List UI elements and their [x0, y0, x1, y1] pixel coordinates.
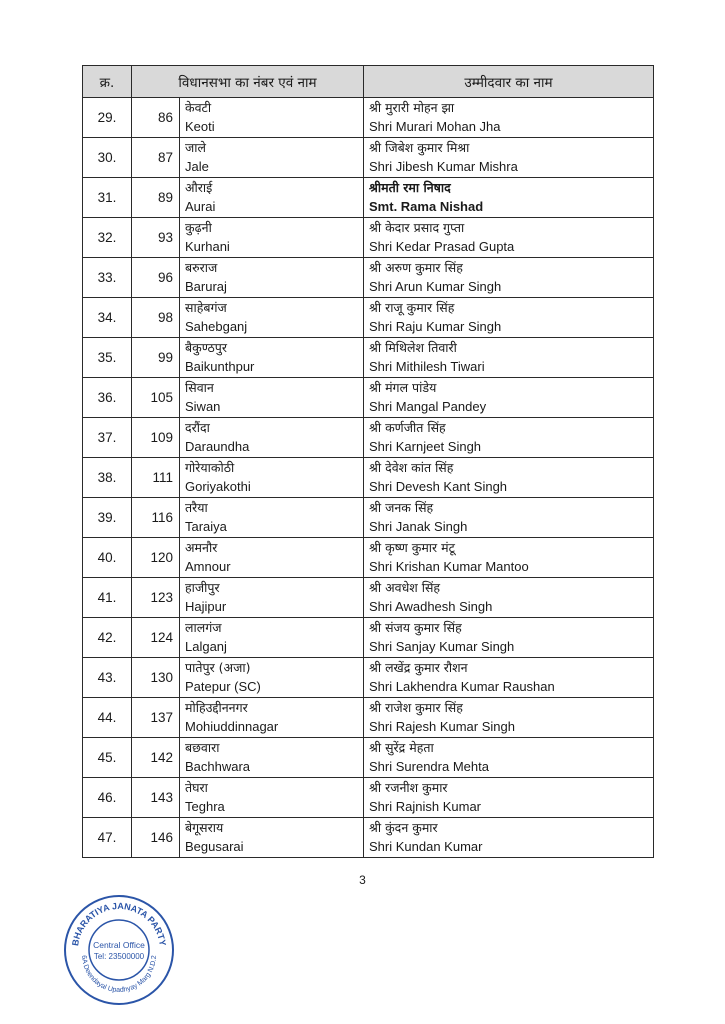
constituency-name-hindi: बरुराज [185, 260, 218, 275]
candidate-name-hindi: श्री रजनीश कुमार [369, 780, 448, 795]
constituency-name [180, 298, 364, 338]
seal-tel: Tel: 23500000 [93, 952, 145, 961]
candidate-name-english: Shri Janak Singh [369, 519, 468, 534]
candidate-name-english: Shri Raju Kumar Singh [369, 319, 502, 334]
candidate-name-english: Smt. Rama Nishad [369, 199, 484, 214]
seal-office: Central Office [93, 940, 145, 950]
constituency-number: 109 [132, 418, 180, 458]
constituency-name-english: Keoti [185, 119, 215, 134]
constituency-name [180, 458, 364, 498]
constituency-number: 105 [132, 378, 180, 418]
constituency-number: 93 [132, 218, 180, 258]
constituency-name [180, 418, 364, 458]
constituency-name-hindi: औराई [185, 180, 213, 195]
constituency-number: 142 [132, 738, 180, 778]
constituency-number: 146 [132, 818, 180, 858]
candidate-name-english: Shri Rajnish Kumar [369, 799, 482, 814]
constituency-number: 143 [132, 778, 180, 818]
constituency-name-english: Aurai [185, 199, 216, 214]
constituency-name [180, 538, 364, 578]
table-header-row [83, 66, 654, 98]
candidate-name-english: Shri Krishan Kumar Mantoo [369, 559, 529, 574]
candidate-name-hindi: श्री अरुण कुमार सिंह [369, 260, 463, 275]
serial-number: 29. [83, 98, 132, 138]
candidate-name [364, 818, 654, 858]
candidate-name [364, 378, 654, 418]
table-row [83, 338, 654, 378]
serial-number: 44. [83, 698, 132, 738]
constituency-name-english: Teghra [185, 799, 225, 814]
constituency-number: 98 [132, 298, 180, 338]
serial-number: 45. [83, 738, 132, 778]
table-row [83, 498, 654, 538]
candidate-name [364, 658, 654, 698]
candidate-name-hindi: श्री अवधेश सिंह [369, 580, 441, 595]
constituency-name [180, 218, 364, 258]
candidate-name [364, 178, 654, 218]
table-row [83, 98, 654, 138]
header-constituency: विधानसभा का नंबर एवं नाम [132, 66, 364, 98]
constituency-name-hindi: साहेबगंज [185, 300, 227, 315]
table-row [83, 458, 654, 498]
table-row [83, 218, 654, 258]
constituency-name-english: Baruraj [185, 279, 227, 294]
constituency-name-english: Baikunthpur [185, 359, 255, 374]
candidate-name [364, 538, 654, 578]
candidate-name-english: Shri Karnjeet Singh [369, 439, 482, 454]
candidate-name [364, 418, 654, 458]
seal-address: 6A Deendayal Upadhyay Marg N.D.2 [79, 955, 159, 995]
constituency-name-english: Sahebganj [185, 319, 248, 334]
candidate-name-hindi: श्री कृष्ण कुमार मंटू [369, 540, 455, 555]
constituency-number: 86 [132, 98, 180, 138]
constituency-name [180, 138, 364, 178]
serial-number: 35. [83, 338, 132, 378]
serial-number: 38. [83, 458, 132, 498]
candidate-name-hindi: श्री राजू कुमार सिंह [369, 300, 455, 315]
constituency-number: 87 [132, 138, 180, 178]
table-row [83, 658, 654, 698]
serial-number: 46. [83, 778, 132, 818]
constituency-name-english: Jale [185, 159, 209, 174]
seal-inner-ring [89, 920, 149, 980]
page-number: 3 [359, 873, 366, 887]
serial-number: 47. [83, 818, 132, 858]
serial-number: 41. [83, 578, 132, 618]
serial-number: 42. [83, 618, 132, 658]
constituency-name [180, 98, 364, 138]
serial-number: 32. [83, 218, 132, 258]
candidate-name-english: Shri Mithilesh Tiwari [369, 359, 485, 374]
serial-number: 36. [83, 378, 132, 418]
candidate-name [364, 458, 654, 498]
serial-number: 40. [83, 538, 132, 578]
table-body [83, 98, 654, 858]
candidate-name-english: Shri Jibesh Kumar Mishra [369, 159, 518, 174]
candidate-name [364, 738, 654, 778]
candidate-name-english: Shri Devesh Kant Singh [369, 479, 508, 494]
table-row [83, 698, 654, 738]
serial-number: 43. [83, 658, 132, 698]
constituency-number: 111 [132, 458, 180, 498]
constituency-name-hindi: अमनौर [185, 540, 218, 555]
constituency-name-english: Begusarai [185, 839, 244, 854]
table-row [83, 738, 654, 778]
constituency-number: 137 [132, 698, 180, 738]
table-row [83, 258, 654, 298]
constituency-name-hindi: बछवारा [185, 740, 220, 755]
candidate-name-hindi: श्री राजेश कुमार सिंह [369, 700, 463, 715]
candidate-table [82, 65, 654, 858]
candidate-name [364, 698, 654, 738]
candidate-name-english: Shri Lakhendra Kumar Raushan [369, 679, 555, 694]
candidate-name-english: Shri Arun Kumar Singh [369, 279, 502, 294]
serial-number: 33. [83, 258, 132, 298]
candidate-name-english: Shri Sanjay Kumar Singh [369, 639, 515, 654]
candidate-name [364, 298, 654, 338]
candidate-name [364, 578, 654, 618]
constituency-name-english: Lalganj [185, 639, 227, 654]
constituency-name-hindi: दरौंदा [185, 420, 210, 435]
constituency-name-hindi: गोरेयाकोठी [185, 460, 235, 475]
constituency-number: 99 [132, 338, 180, 378]
constituency-name-hindi: बेगूसराय [185, 820, 224, 835]
candidate-name-hindi: श्री सुरेंद्र मेहता [369, 740, 434, 755]
candidate-name-hindi: श्री कर्णजीत सिंह [369, 420, 446, 435]
candidate-name-hindi: श्री मुरारी मोहन झा [369, 100, 455, 115]
candidate-name [364, 778, 654, 818]
serial-number: 34. [83, 298, 132, 338]
candidate-name-english: Shri Awadhesh Singh [369, 599, 493, 614]
constituency-name-english: Mohiuddinnagar [185, 719, 279, 734]
candidate-name-hindi: श्री मंगल पांडेय [369, 380, 437, 395]
party-seal-stamp [62, 893, 176, 1007]
constituency-name [180, 258, 364, 298]
candidate-name [364, 338, 654, 378]
constituency-number: 123 [132, 578, 180, 618]
table-row [83, 578, 654, 618]
table-row [83, 378, 654, 418]
constituency-number: 89 [132, 178, 180, 218]
constituency-name-hindi: मोहिउद्दीननगर [185, 700, 248, 715]
constituency-name [180, 178, 364, 218]
constituency-name-english: Goriyakothi [185, 479, 251, 494]
candidate-name-english: Shri Murari Mohan Jha [369, 119, 501, 134]
constituency-number: 130 [132, 658, 180, 698]
constituency-name-english: Kurhani [185, 239, 230, 254]
candidate-name-english: Shri Kundan Kumar [369, 839, 483, 854]
table-row [83, 778, 654, 818]
candidate-name [364, 98, 654, 138]
table-row [83, 618, 654, 658]
table-row [83, 818, 654, 858]
constituency-name [180, 338, 364, 378]
candidate-name-english: Shri Kedar Prasad Gupta [369, 239, 515, 254]
constituency-number: 120 [132, 538, 180, 578]
serial-number: 30. [83, 138, 132, 178]
table-row [83, 178, 654, 218]
candidate-name-hindi: श्री जिबेश कुमार मिश्रा [369, 140, 470, 155]
header-serial-number: क्र. [83, 66, 132, 98]
constituency-name-hindi: सिवान [185, 380, 214, 395]
candidate-name-hindi: श्री देवेश कांत सिंह [369, 460, 454, 475]
constituency-name-hindi: कुढ़नी [185, 220, 212, 235]
constituency-name [180, 578, 364, 618]
table-row [83, 538, 654, 578]
constituency-name-hindi: पातेपुर (अजा) [185, 660, 251, 675]
candidate-name-english: Shri Rajesh Kumar Singh [369, 719, 515, 734]
candidate-name-hindi: श्री संजय कुमार सिंह [369, 620, 462, 635]
constituency-number: 116 [132, 498, 180, 538]
constituency-name [180, 698, 364, 738]
table-row [83, 418, 654, 458]
candidate-name-hindi: श्री जनक सिंह [369, 500, 434, 515]
constituency-name-english: Siwan [185, 399, 221, 414]
constituency-name-english: Daraundha [185, 439, 250, 454]
table-row [83, 298, 654, 338]
constituency-name-english: Taraiya [185, 519, 227, 534]
candidate-name [364, 218, 654, 258]
candidate-name-english: Shri Mangal Pandey [369, 399, 487, 414]
constituency-name-hindi: केवटी [185, 100, 212, 115]
constituency-number: 124 [132, 618, 180, 658]
constituency-name-english: Patepur (SC) [185, 679, 261, 694]
constituency-name [180, 778, 364, 818]
constituency-name [180, 738, 364, 778]
constituency-number: 96 [132, 258, 180, 298]
candidate-name-hindi: श्री केदार प्रसाद गुप्ता [369, 220, 465, 235]
constituency-name-hindi: लालगंज [185, 620, 222, 635]
candidate-name-hindi: श्री लखेंद्र कुमार रौशन [369, 660, 468, 675]
constituency-name [180, 618, 364, 658]
seal-party-name: BHARATIYA JANATA PARTY [70, 900, 168, 947]
constituency-name-english: Hajipur [185, 599, 227, 614]
serial-number: 39. [83, 498, 132, 538]
constituency-name-english: Amnour [185, 559, 231, 574]
candidate-name [364, 258, 654, 298]
candidate-name-hindi: श्री कुंदन कुमार [369, 820, 438, 835]
candidate-name-english: Shri Surendra Mehta [369, 759, 489, 774]
constituency-name-hindi: बैकुण्ठपुर [185, 340, 228, 355]
constituency-name [180, 498, 364, 538]
constituency-name [180, 818, 364, 858]
constituency-name-hindi: जाले [185, 140, 206, 155]
serial-number: 37. [83, 418, 132, 458]
header-candidate: उम्मीदवार का नाम [364, 66, 654, 98]
constituency-name-hindi: तरैया [185, 500, 208, 515]
serial-number: 31. [83, 178, 132, 218]
constituency-name-hindi: तेघरा [185, 780, 208, 795]
candidate-name [364, 618, 654, 658]
constituency-name [180, 658, 364, 698]
candidate-name [364, 138, 654, 178]
constituency-name-english: Bachhwara [185, 759, 251, 774]
table-row [83, 138, 654, 178]
constituency-name-hindi: हाजीपुर [185, 580, 220, 595]
candidate-name-hindi: श्री मिथिलेश तिवारी [369, 340, 457, 355]
candidate-name-hindi: श्रीमती रमा निषाद [369, 180, 451, 195]
constituency-name [180, 378, 364, 418]
candidate-name [364, 498, 654, 538]
